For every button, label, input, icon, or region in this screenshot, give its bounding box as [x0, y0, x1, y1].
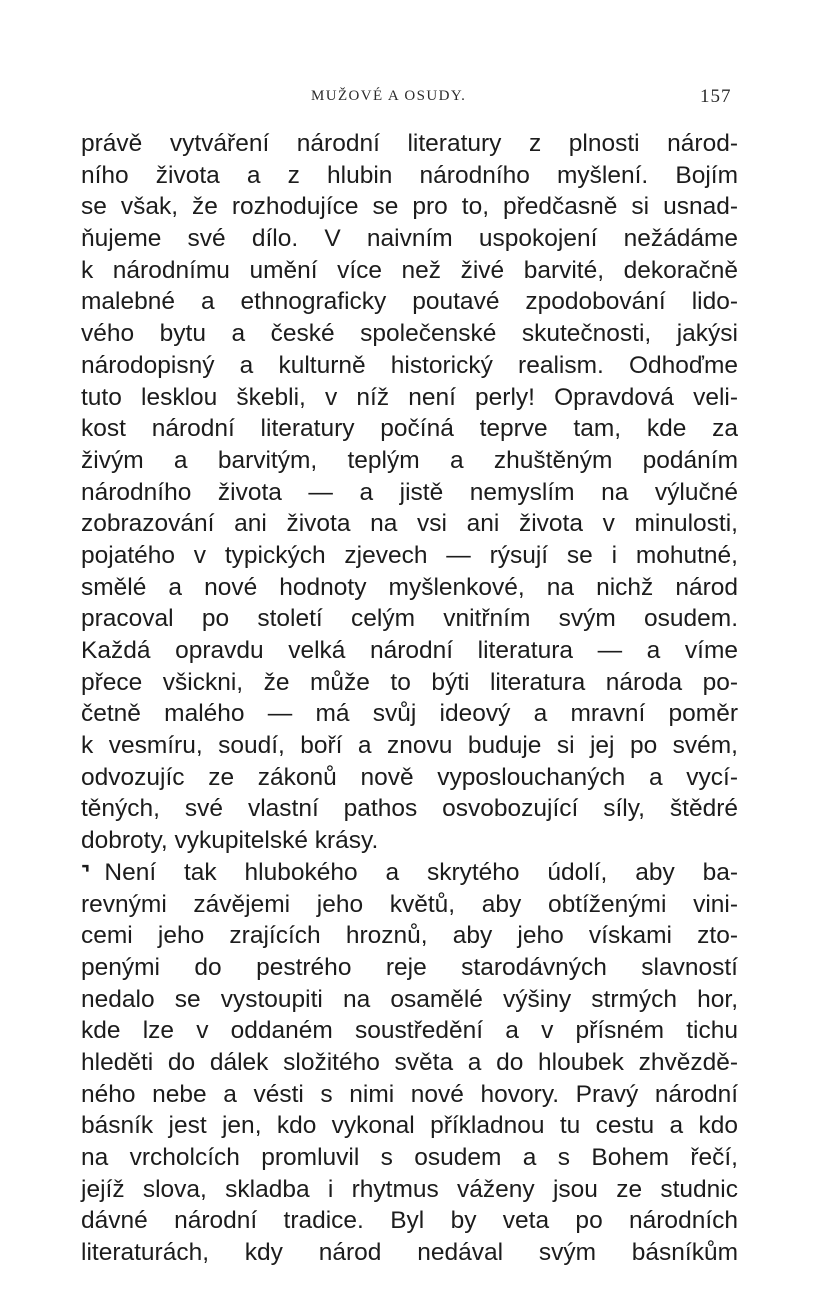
text-line: na vrcholcích promluvil s osudem a s Bohem řečí,: [81, 1144, 738, 1171]
text-line: vého bytu a české společenské skutečnosti, jakýsi: [81, 320, 738, 348]
text-line: revnými závějemi jeho květů, aby obtíženými vini-: [81, 890, 738, 918]
text-line: národopisný a kulturně historický realism. Odhoďme: [81, 351, 738, 379]
text-line: pracoval po století celým vnitřním svým osudem.: [81, 605, 738, 633]
text-line: cemi jeho zrajících hroznů, aby jeho vískami zto-: [81, 922, 738, 950]
body-text: [81, 128, 738, 1269]
text-line-paragraph-end: dobroty, vykupitelské krásy.: [81, 827, 379, 855]
text-line: přece všickni, že může to býti literatura národa po-: [81, 668, 738, 696]
text-line: se však, že rozhodujíce se pro to, předčasně si usnad-: [81, 193, 738, 221]
text-line: živým a barvitým, teplým a zhuštěným podáním: [81, 446, 738, 474]
text-line: dávné národní tradice. Byl by veta po národních: [81, 1207, 738, 1235]
text-line: právě vytváření národní literatury z plnosti národ-: [81, 130, 738, 157]
text-line: nedalo se vystoupiti na osamělé výšiny strmých hor,: [81, 985, 738, 1013]
running-head: [0, 88, 822, 118]
text-line: ného nebe a vésti s nimi nové hovory. Pravý národní: [81, 1080, 738, 1108]
text-line: ního života a z hlubin národního myšlení. Bojím: [81, 161, 738, 189]
text-line-content: Není tak hlubokého a skrytého údolí, aby ba-: [104, 858, 738, 886]
text-line: tuto lesklou škebli, v níž není perly! Opravdová veli-: [81, 383, 738, 411]
running-title: MUŽOVÉ A OSUDY.: [311, 88, 467, 104]
page-number: 157: [700, 86, 732, 107]
text-line: literaturách, kdy národ nedával svým básníkům: [81, 1239, 738, 1267]
text-line: k národnímu umění více než živé barvité, dekoračně: [81, 256, 738, 284]
text-line: těných, své vlastní pathos osvobozující síly, štědré: [81, 795, 738, 823]
text-line: penými do pestrého reje starodávných slavností: [81, 953, 738, 981]
text-line-paragraph-start: [81, 857, 738, 889]
text-line: smělé a nové hodnoty myšlenkové, na nichž národ: [81, 573, 738, 601]
text-line: básník jest jen, kdo vykonal příkladnou tu cestu a kdo: [81, 1112, 738, 1140]
text-line: malebné a ethnograficky poutavé zpodobování lido-: [81, 288, 738, 316]
text-line: odvozujíc ze zákonů nově vyposlouchaných a vycí-: [81, 763, 738, 791]
text-line: kost národní literatury počíná teprve tam, kde za: [81, 415, 738, 443]
text-line: ňujeme své dílo. V naivním uspokojení nežádáme: [81, 225, 738, 253]
text-line: národního života — a jistě nemyslím na výlučné: [81, 478, 738, 506]
text-line: kde lze v oddaném soustředění a v přísném tichu: [81, 1017, 738, 1045]
text-line: hleděti do dálek složitého světa a do hloubek zhvězdě-: [81, 1048, 738, 1076]
text-line: jejíž slova, skladba i rhytmus váženy jsou ze studnic: [81, 1175, 738, 1203]
text-line: k vesmíru, soudí, boří a znovu buduje si jej po svém,: [81, 732, 738, 760]
paragraph-mark-icon: ⌝: [81, 860, 91, 885]
text-line: četně malého — má svůj ideový a mravní poměr: [81, 700, 738, 728]
text-line: Každá opravdu velká národní literatura — a víme: [81, 637, 738, 664]
text-line: pojatého v typických zjevech — rýsují se i mohutné,: [81, 541, 738, 569]
text-line: zobrazování ani života na vsi ani života v minulosti,: [81, 510, 738, 538]
